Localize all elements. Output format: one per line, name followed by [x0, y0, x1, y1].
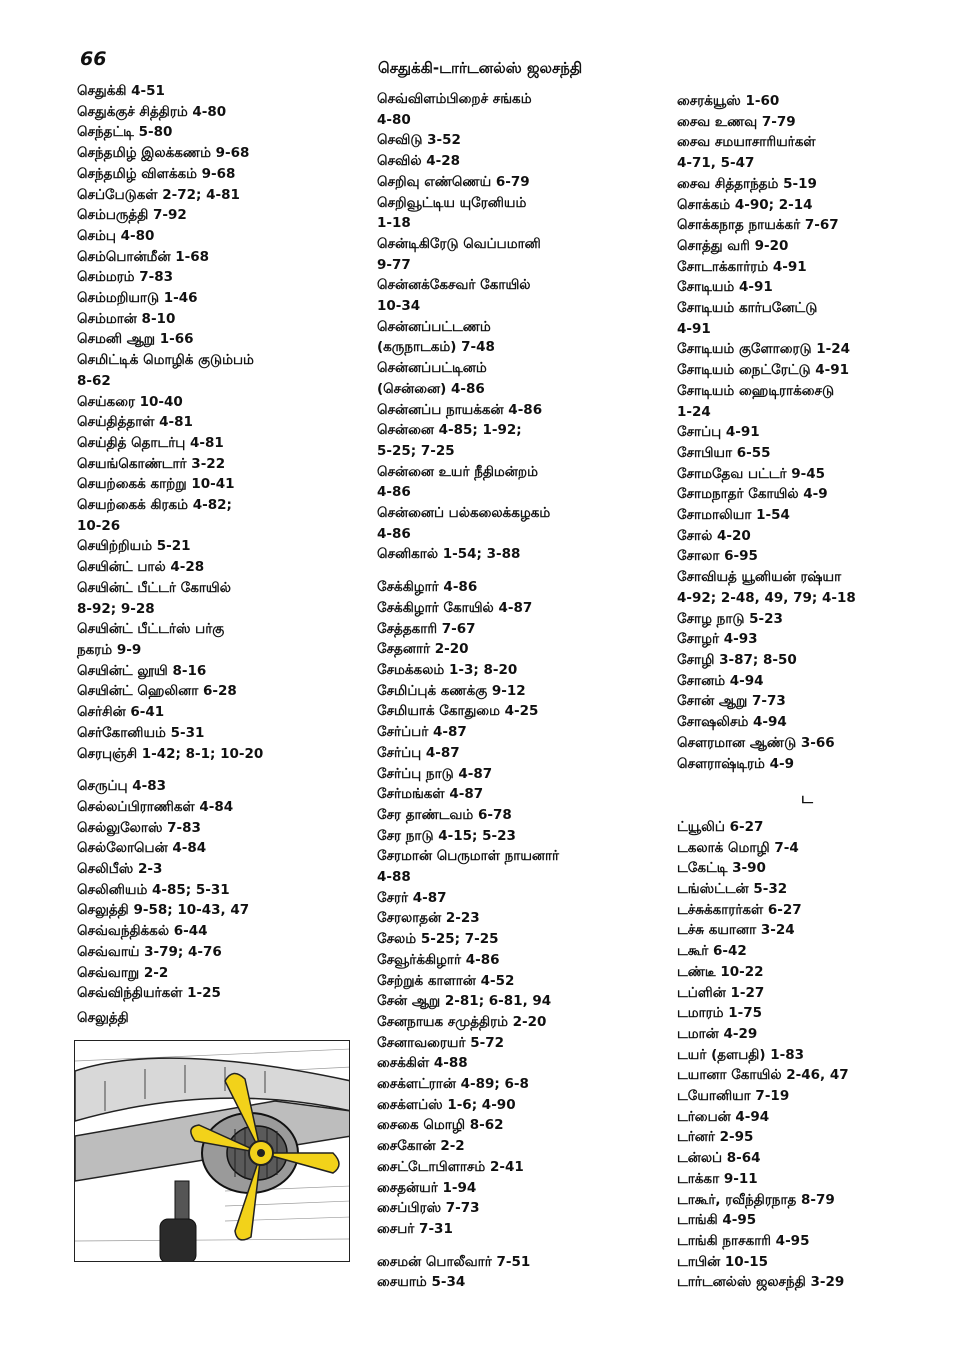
- index-entry: சைக்கிள் 4-88: [377, 1055, 468, 1072]
- index-entry: செய்தித் தொடர்பு 4-81: [77, 434, 224, 451]
- index-entry: சௌராஷ்டிரம் 4-9: [677, 755, 794, 772]
- index-entry: டகேட்டி 3-90: [677, 860, 766, 877]
- index-entry: செயின்ட் பீட்டர் கோயில்: [77, 579, 231, 596]
- index-entry: ட்யூலிப் 6-27: [677, 818, 764, 835]
- index-entry: செருப்பு 4-83: [77, 778, 167, 795]
- index-entry: செர்கோனியம் 5-31: [77, 724, 205, 741]
- index-entry: சோழி 3-87; 8-50: [677, 651, 797, 668]
- index-entry: செவ்விளம்பிறைச் சங்கம்: [377, 91, 532, 107]
- index-entry: செலிபீஸ் 2-3: [77, 861, 163, 878]
- index-entry: சோடியம் குளோரைடு 1-24: [677, 341, 851, 358]
- index-entry: 9-77: [377, 256, 411, 273]
- index-entry: செலினியம் 4-85; 5-31: [77, 881, 230, 898]
- index-entry: சோடியம் ஹைடிராக்சைடு: [677, 382, 835, 399]
- index-entry: சேனாவரையர் 5-72: [377, 1034, 504, 1051]
- index-entry: டாங்கி 4-95: [677, 1212, 757, 1229]
- index-entry: செனிகால் 1-54; 3-88: [377, 546, 521, 563]
- index-entry: செந்தமிழ் இலக்கணம் 9-68: [77, 145, 250, 162]
- index-entry: சோஷலிசம் 4-94: [677, 714, 787, 731]
- index-entry: சைவ சமயாசாரியர்கள்: [677, 134, 816, 151]
- index-entry: செல்லோபென் 4-84: [77, 840, 207, 857]
- index-entry: டப்ளின் 1-27: [677, 984, 765, 1001]
- index-entry: சேர்ப்பு 4-87: [377, 744, 460, 761]
- index-entry: செதுக்குச் சித்திரம் 4-80: [77, 103, 227, 120]
- index-entry: சேமிப்புக் கணக்கு 9-12: [377, 682, 526, 699]
- index-entry: சௌரமான ஆண்டு 3-66: [677, 734, 835, 751]
- index-entry: செயின்ட் லூயி 8-16: [77, 662, 207, 679]
- index-entry: சேதனார் 2-20: [377, 641, 469, 658]
- index-entry: சேர்ப்பர் 4-87: [377, 724, 467, 741]
- index-entry: டயானா கோயில் 2-46, 47: [677, 1067, 849, 1084]
- index-entry: சைக்ளப்ஸ் 1-6; 4-90: [377, 1096, 516, 1113]
- index-entry: சைக்ளட்ரான் 4-89; 6-8: [377, 1076, 529, 1093]
- index-entry: செய்தித்தாள் 4-81: [77, 414, 193, 431]
- index-entry: செந்தட்டி 5-80: [77, 124, 173, 141]
- index-entry: செரபுஞ்சி 1-42; 8-1; 10-20: [77, 745, 264, 762]
- index-entry: டார்டனல்ஸ் ஜலசந்தி 3-29: [677, 1274, 845, 1291]
- index-entry: சென்டிகிரேடு வெப்பமானி: [377, 235, 541, 252]
- index-entry: செம்மறியாடு 1-46: [77, 290, 198, 307]
- index-entry: சைப்பிரஸ் 7-73: [377, 1200, 480, 1217]
- index-entry: சைவ உணவு 7-79: [677, 113, 796, 130]
- index-entry: செவ்வாய் 3-79; 4-76: [77, 943, 222, 960]
- index-entry: 1-18: [377, 215, 411, 232]
- index-entry: சைரக்யூஸ் 1-60: [677, 93, 780, 109]
- index-entry: 10-26: [77, 517, 121, 534]
- index-entry: சோனம் 4-94: [677, 672, 764, 689]
- aircraft-propeller-illustration: [74, 1040, 350, 1262]
- index-entry: (கருநாடகம்) 7-48: [377, 339, 495, 356]
- index-entry: சேமக்கலம் 1-3; 8-20: [377, 661, 518, 678]
- index-entry: சேத்தகாரி 7-67: [377, 620, 476, 637]
- index-entry: சோமநாதர் கோயில் 4-9: [677, 486, 828, 503]
- index-entry: (சென்னை) 4-86: [377, 380, 485, 397]
- index-entry: டகலாக் மொழி 7-4: [677, 839, 799, 856]
- index-entry: சேரமான் பெருமாள் நாயனார்: [377, 848, 560, 865]
- index-entry: சேக்கிழார் 4-86: [377, 579, 478, 596]
- index-entry: சேக்கிழார் கோயில் 4-87: [377, 599, 533, 616]
- index-entry: சோடியம் நைட்ரேட்டு 4-91: [677, 362, 850, 379]
- index-entry: சைமன் பொலீவார் 7-51: [377, 1253, 531, 1270]
- index-entry: சோமதேவ பட்டர் 9-45: [677, 465, 826, 482]
- index-entry: சோடியம் 4-91: [677, 279, 773, 296]
- index-entry: செயின்ட் பால் 4-28: [77, 559, 205, 576]
- index-entry: சேரலாதன் 2-23: [377, 910, 480, 927]
- index-entry: சென்னைப் பல்கலைக்கழகம்: [377, 505, 551, 522]
- index-entry: சென்னப்பட்டினம்: [377, 360, 487, 377]
- index-entry: செர்சின் 6-41: [77, 704, 165, 721]
- figure-caption: செலுத்தி: [77, 1010, 129, 1026]
- index-entry: செயங்கொண்டார் 3-22: [77, 455, 226, 472]
- index-entry: செய்கரை 10-40: [77, 393, 183, 410]
- index-entry: டன்லப் 8-64: [677, 1150, 761, 1167]
- index-entry: செயற்கைக் கிரகம் 4-82;: [77, 497, 232, 514]
- index-entry: செவ்வாறு 2-2: [77, 964, 169, 981]
- index-entry: சோழ நாடு 5-23: [677, 610, 783, 627]
- index-entry: செப்பேடுகள் 2-72; 4-81: [77, 186, 240, 203]
- index-entry: சைவ சித்தாந்தம் 5-19: [677, 175, 817, 192]
- index-entry: சேர நாடு 4-15; 5-23: [377, 827, 516, 844]
- index-entry: செவ்வந்திக்கல் 6-44: [77, 923, 208, 940]
- page-number: 66: [80, 48, 107, 70]
- index-entry: சேரர் 4-87: [377, 889, 447, 906]
- index-entry: செம்மான் 8-10: [77, 310, 176, 327]
- index-entry: செயிற்றியம் 5-21: [77, 538, 191, 555]
- index-entry: செறிவு எண்ணெய் 6-79: [377, 173, 530, 190]
- index-entry: சோபியா 6-55: [677, 444, 771, 461]
- index-entry: 4-88: [377, 869, 411, 886]
- index-entry: சேர்ப்பு நாடு 4-87: [377, 765, 493, 782]
- index-entry: சோன் ஆறு 7-73: [677, 693, 786, 710]
- index-column-1: [77, 81, 347, 1004]
- index-entry: 1-24: [677, 403, 711, 420]
- index-entry: டமாரம் 1-75: [677, 1005, 762, 1022]
- index-entry: செமிட்டிக் மொழிக் குடும்பம்: [77, 352, 254, 369]
- index-entry: செம்பொன்மீன் 1-68: [77, 248, 210, 265]
- index-entry: சென்னப்ப நாயக்கன் 4-86: [377, 401, 543, 418]
- index-entry: 4-80: [377, 111, 411, 128]
- index-entry: 4-71, 5-47: [677, 155, 755, 172]
- index-entry: சைபர் 7-31: [377, 1220, 453, 1237]
- index-entry: சோலா 6-95: [677, 548, 758, 565]
- index-entry: சைகோன் 2-2: [377, 1138, 465, 1155]
- index-entry: 4-86: [377, 484, 411, 501]
- index-entry: நகரம் 9-9: [77, 641, 142, 658]
- index-entry: சேர தாண்டவம் 6-78: [377, 806, 512, 823]
- index-entry: சேவூர்க்கிழார் 4-86: [377, 951, 500, 968]
- index-entry: 8-62: [77, 372, 111, 389]
- index-entry: சோடியம் கார்பனேட்டு: [677, 300, 818, 317]
- index-entry: சோவியத் யூனியன் ரஷ்யா: [677, 569, 842, 586]
- index-entry: 4-91: [677, 320, 711, 337]
- index-entry: சைட்டோபிளாசம் 2-41: [377, 1158, 524, 1175]
- index-entry: டகூர் 6-42: [677, 943, 747, 960]
- index-entry: சென்னப்பட்டணம்: [377, 318, 491, 335]
- index-entry: டாங்கி நாசகாரி 4-95: [677, 1232, 810, 1249]
- index-entry: டங்ஸ்ட்டன் 5-32: [677, 881, 788, 898]
- index-entry: செயின்ட் ஹெலினா 6-28: [77, 683, 237, 700]
- index-entry: சோமாலியா 1-54: [677, 507, 790, 524]
- index-entry: சைதன்யர் 1-94: [377, 1179, 477, 1196]
- index-entry: செமனி ஆறு 1-66: [77, 331, 194, 348]
- index-entry: சேலம் 5-25; 7-25: [377, 931, 499, 948]
- index-entry: 4-86: [377, 525, 411, 542]
- index-entry: டண்டீ 10-22: [677, 963, 764, 980]
- index-entry: செதுக்கி 4-51: [77, 83, 165, 99]
- index-entry: 4-92; 2-48, 49, 79; 4-18: [677, 589, 856, 606]
- index-entry: டாகூர், ரவீந்திரநாத 8-79: [677, 1191, 835, 1208]
- index-entry: செயற்கைக் காற்று 10-41: [77, 476, 235, 493]
- index-entry: 5-25; 7-25: [377, 442, 455, 459]
- index-entry: 10-34: [377, 298, 421, 315]
- index-entry: சென்னை உயர் நீதிமன்றம்: [377, 463, 538, 480]
- index-entry: டாக்கா 9-11: [677, 1170, 758, 1187]
- index-entry: டமான் 4-29: [677, 1025, 758, 1042]
- index-entry: செம்மரம் 7-83: [77, 269, 174, 286]
- index-entry: சேனநாயக சமுத்திரம் 2-20: [377, 1013, 547, 1030]
- index-entry: டாபின் 10-15: [677, 1253, 769, 1270]
- index-entry: சென்னை 4-85; 1-92;: [377, 422, 522, 439]
- index-entry: செலுத்தி 9-58; 10-43, 47: [77, 902, 250, 919]
- section-letter: ட: [801, 789, 813, 808]
- index-entry: செயின்ட் பீட்டர்ஸ் பர்கு: [77, 621, 225, 638]
- index-entry: சோப்பு 4-91: [677, 424, 760, 441]
- index-entry: சையாம் 5-34: [377, 1274, 466, 1291]
- index-column-3: [677, 91, 937, 1293]
- index-entry: சேர்மங்கள் 4-87: [377, 786, 484, 803]
- index-entry: 8-92; 9-28: [77, 600, 155, 617]
- index-entry: சேன் ஆறு 2-81; 6-81, 94: [377, 993, 552, 1010]
- index-entry: செவ்விந்தியர்கள் 1-25: [77, 985, 221, 1002]
- index-entry: சேமியாக் கோதுமை 4-25: [377, 703, 539, 720]
- index-entry: செவிடு 3-52: [377, 132, 461, 149]
- index-column-2: [377, 89, 652, 1293]
- index-entry: செம்பு 4-80: [77, 227, 155, 244]
- index-entry: செல்லுலோஸ் 7-83: [77, 819, 201, 836]
- index-entry: சோழர் 4-93: [677, 631, 758, 648]
- index-entry: டர்பைன் 4-94: [677, 1108, 770, 1125]
- index-entry: சென்னக்கேசவர் கோயில்: [377, 277, 531, 294]
- index-entry: செறிவூட்டிய யுரேனியம்: [377, 194, 527, 211]
- index-entry: டச்சு கயானா 3-24: [677, 922, 795, 939]
- index-entry: செவில் 4-28: [377, 153, 461, 170]
- index-entry: டச்சுக்காரர்கள் 6-27: [677, 901, 802, 918]
- index-entry: சொத்து வரி 9-20: [677, 237, 789, 254]
- index-entry: சோல் 4-20: [677, 527, 751, 544]
- running-head: செதுக்கி-டார்டனல்ஸ் ஜலசந்தி: [378, 59, 583, 77]
- index-entry: சொக்கம் 4-90; 2-14: [677, 196, 813, 213]
- index-entry: செல்லப்பிராணிகள் 4-84: [77, 798, 234, 815]
- index-entry: சொக்கநாத நாயக்கர் 7-67: [677, 217, 839, 234]
- index-entry: டயோனியா 7-19: [677, 1088, 790, 1105]
- index-entry: செந்தமிழ் விளக்கம் 9-68: [77, 165, 236, 182]
- index-entry: சோடாக்கார்ரம் 4-91: [677, 258, 807, 275]
- index-entry: டயர் (தளபதி) 1-83: [677, 1046, 804, 1063]
- index-entry: சைகை மொழி 8-62: [377, 1117, 504, 1134]
- index-entry: டர்னர் 2-95: [677, 1129, 754, 1146]
- index-entry: செம்பருத்தி 7-92: [77, 207, 187, 224]
- index-entry: சேற்றுக் காளான் 4-52: [377, 972, 515, 989]
